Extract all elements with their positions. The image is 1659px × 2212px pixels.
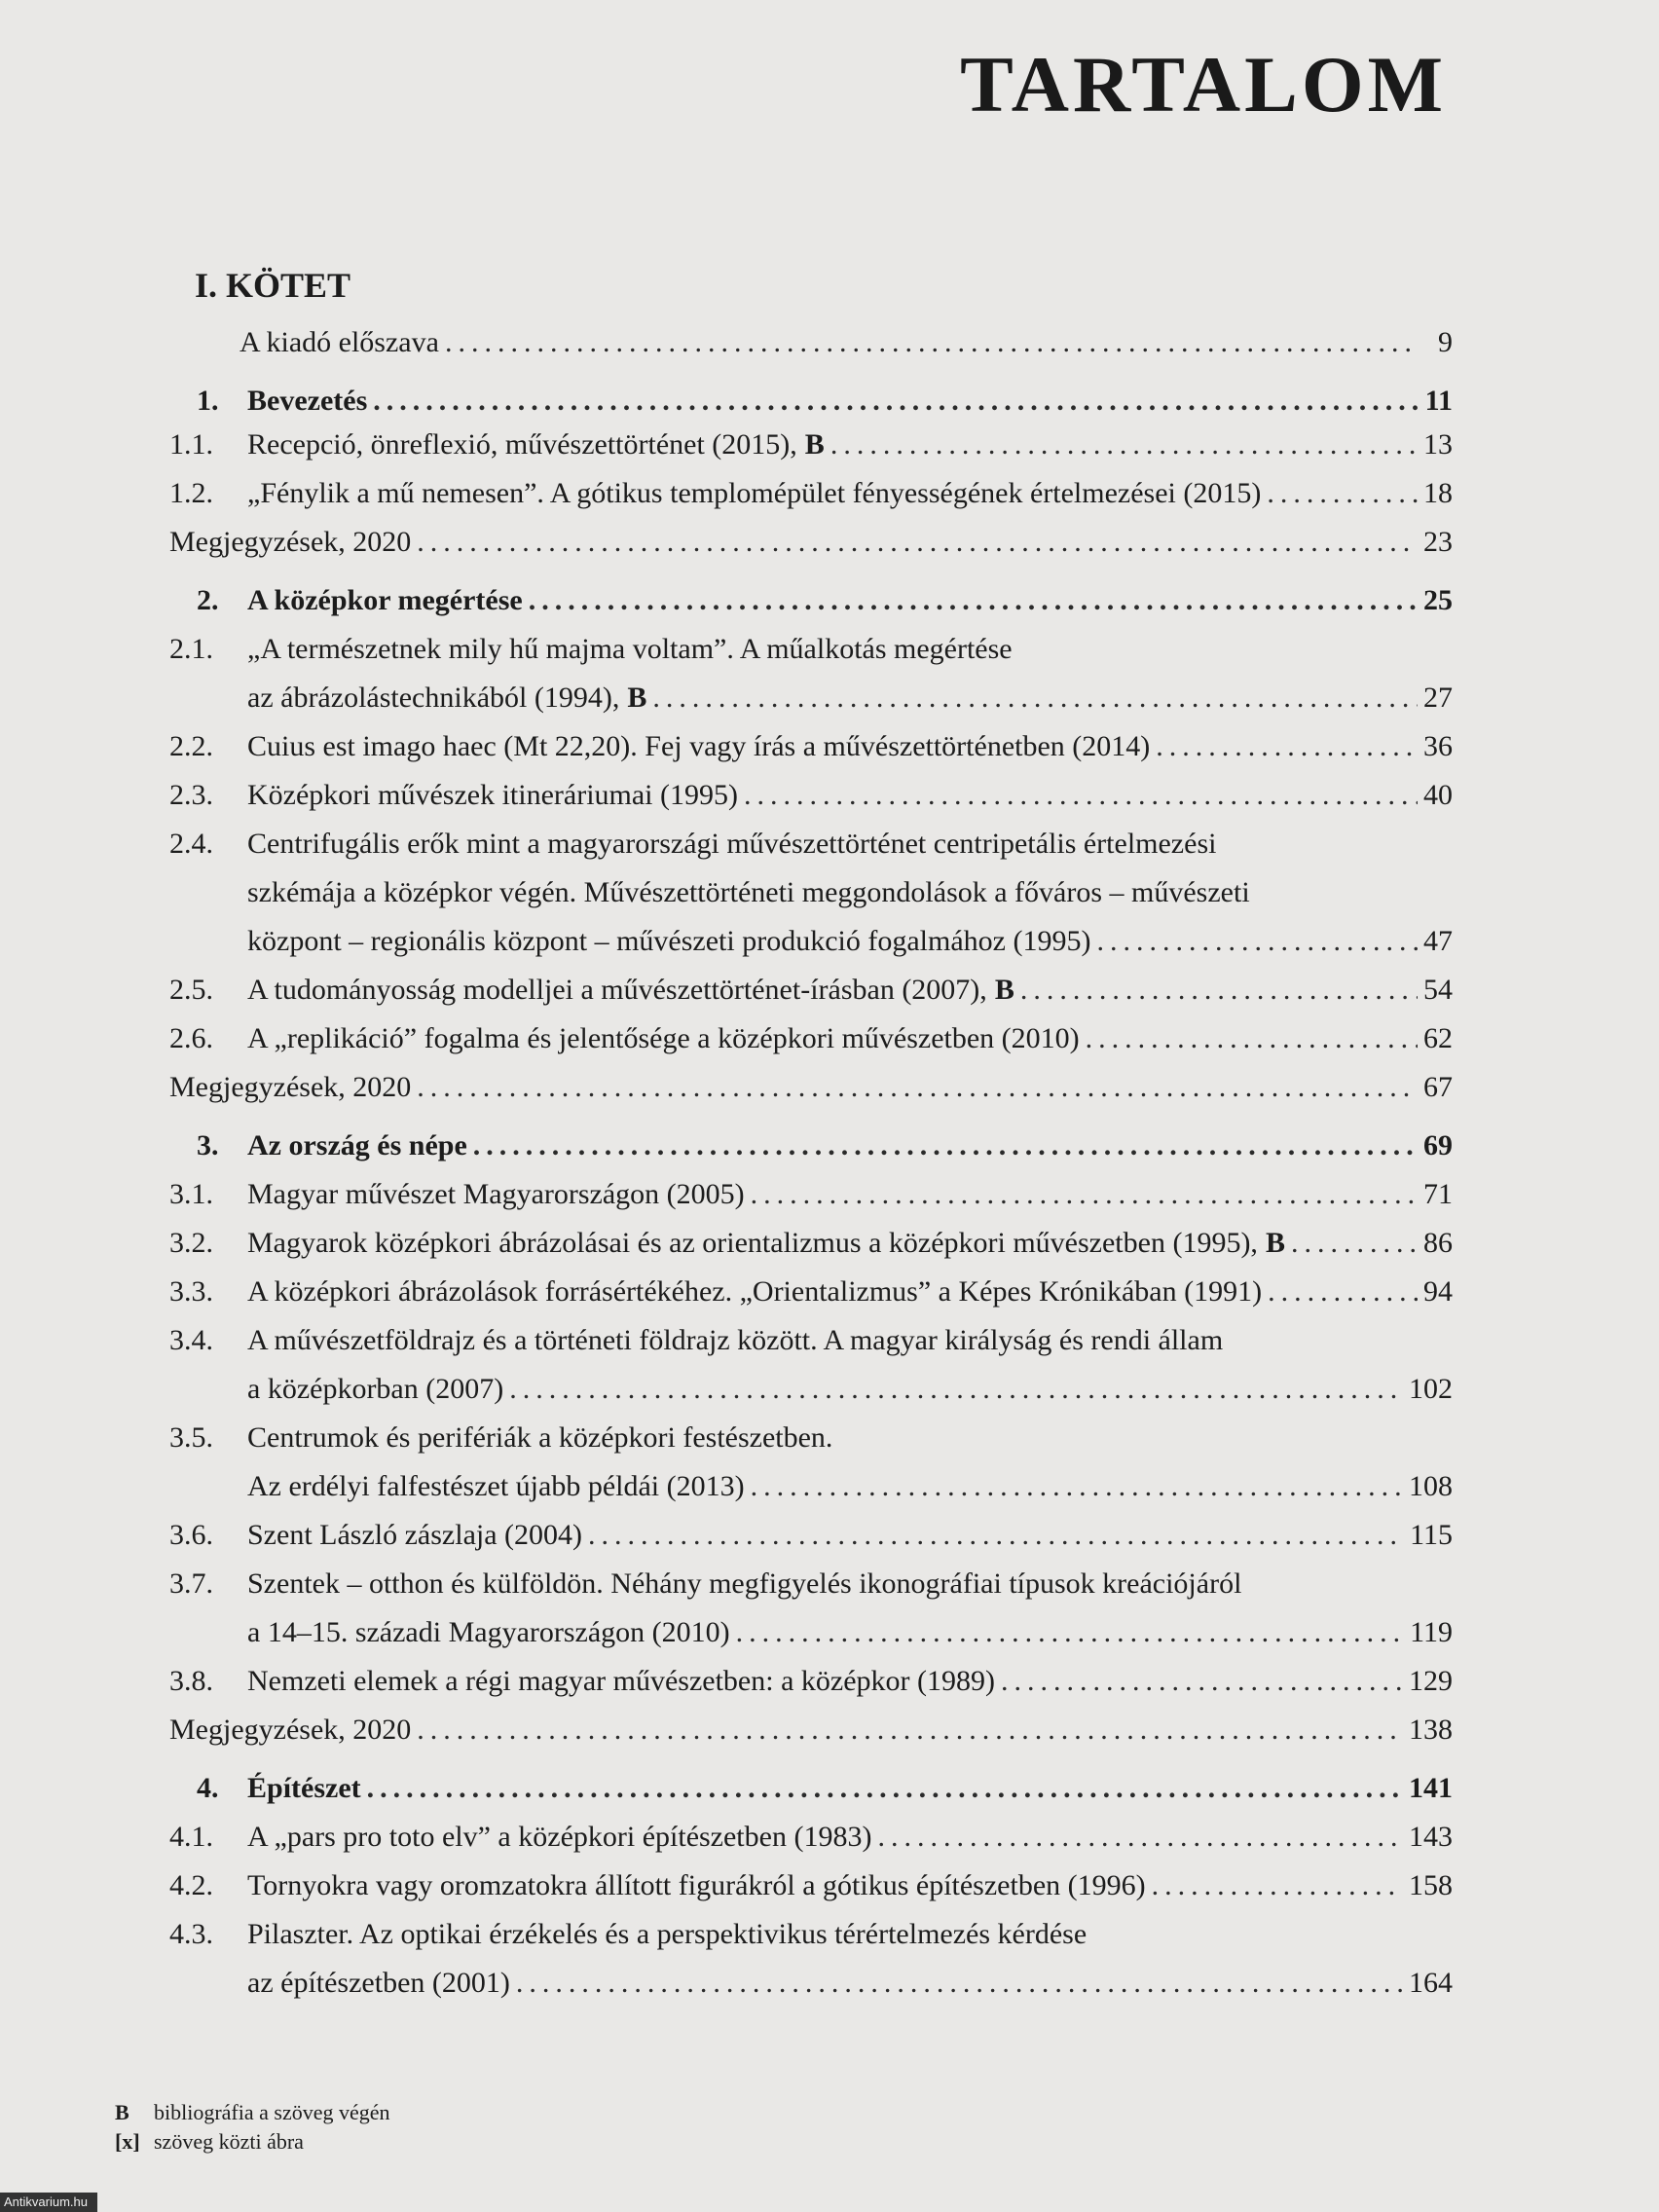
dot-leader [1086,1017,1418,1060]
page-number: 102 [1409,1373,1453,1405]
toc-entry [0,1222,1659,1265]
toc-entry-line [169,1066,1453,1109]
toc-entry-line [247,1465,1453,1508]
toc-entry [0,1066,1659,1109]
toc-number: 2. [197,584,219,616]
toc-entry [0,1709,1659,1751]
toc-entry [0,677,1659,719]
toc-title: központ – regionális központ – művészeti produkció fogalmához (1995) [247,925,1091,957]
toc-entry-line [247,725,1453,768]
toc-title: Szentek – otthon és külföldön. Néhány megfigyelés ikonográfiai típusok kreációjáról [247,1567,1242,1600]
toc-title: az ábrázolástechnikából (1994), [247,682,620,714]
toc-title: „A természetnek mily hű majma voltam”. A műalkotás megértése [247,633,1013,665]
dot-leader [1267,472,1418,515]
toc-entry [0,628,1659,671]
toc-number: 3.5. [169,1421,213,1454]
toc-entry-line [240,321,1453,364]
page-number: 54 [1423,974,1453,1006]
toc-title: Az erdélyi falfestészet újabb példái (2013) [247,1470,745,1502]
page-number: 47 [1423,925,1453,957]
page-number: 36 [1423,730,1453,762]
page-number: 164 [1409,1967,1453,1999]
toc-entry-line [247,1767,1453,1810]
toc-entry-line [247,1368,1453,1411]
toc-number: 3.1. [169,1178,213,1210]
volume-heading: I. KÖTET [195,266,351,305]
dot-leader [473,1124,1418,1167]
dot-leader [652,677,1418,719]
page-number: 40 [1423,779,1453,811]
toc-entry-line [247,871,1453,914]
toc-title: Megjegyzések, 2020 [169,1071,412,1103]
toc-number: 2.6. [169,1022,213,1054]
toc-entry [0,871,1659,914]
toc-entry [0,1417,1659,1459]
toc-entry [0,1514,1659,1557]
toc-title: „Fénylik a mű nemesen”. A gótikus templomépület fényességének értelmezései (2015) [247,477,1262,509]
toc-section [0,380,1659,423]
toc-number: 4. [197,1772,219,1804]
toc-title: Centrifugális erők mint a magyarországi művészettörténet centripetális értelmezési [247,828,1217,860]
toc-entry [0,424,1659,466]
page-number: 86 [1423,1227,1453,1259]
toc-title: A „replikáció” fogalma és jelentősége a középkori művészetben (2010) [247,1022,1080,1054]
page-number: 25 [1423,584,1453,616]
toc-title: a 14–15. századi Magyarországon (2010) [247,1616,730,1648]
page-number: 71 [1423,1178,1453,1210]
page-number: 69 [1423,1129,1453,1161]
bibliography-marker: B [627,682,647,714]
legend-key: [x] [115,2129,140,2154]
toc-number: 1.1. [169,428,213,461]
toc-section [0,1767,1659,1810]
page-number: 94 [1423,1275,1453,1308]
toc-number: 4.1. [169,1821,213,1853]
page-number: 108 [1409,1470,1453,1502]
dot-leader [830,424,1418,466]
dot-leader [1156,725,1418,768]
page-number: 119 [1410,1616,1453,1648]
toc-title: Nemzeti elemek a régi magyar művészetben: a középkor (1989) [247,1665,996,1697]
toc-title: A középkor megértése [247,584,523,616]
toc-number: 2.4. [169,828,213,860]
toc-entry-line [247,1017,1453,1060]
toc-section [0,579,1659,622]
toc-entry-line [247,677,1453,719]
dot-leader [529,579,1418,622]
toc-entry [0,1563,1659,1605]
dot-leader [445,321,1419,364]
page-number: 67 [1423,1071,1453,1103]
toc-title: Cuius est imago haec (Mt 22,20). Fej vagy írás a művészettörténetben (2014) [247,730,1151,762]
toc-title: Megjegyzések, 2020 [169,1714,412,1746]
dot-leader [1291,1222,1418,1265]
toc-title: Középkori művészek itineráriumai (1995) [247,779,738,811]
dot-leader [1001,1660,1403,1703]
toc-number: 3.2. [169,1227,213,1259]
toc-title: Magyarok középkori ábrázolásai és az orientalizmus a középkori művészetben (1995), [247,1227,1258,1259]
legend-text: bibliográfia a szöveg végén [154,2100,390,2124]
page-number: 143 [1409,1821,1453,1853]
page-number: 158 [1409,1869,1453,1901]
toc-number: 2.1. [169,633,213,665]
toc-title: A kiadó előszava [240,326,439,358]
toc-entry-line [247,1660,1453,1703]
toc-number: 1.2. [169,477,213,509]
toc-title: A tudományosság modelljei a művészettörténet-írásban (2007), [247,974,987,1006]
toc-title: Pilaszter. Az optikai érzékelés és a perspektivikus térértelmezés kérdése [247,1918,1088,1950]
toc-entry [0,1962,1659,2005]
toc-entry-line [247,424,1453,466]
toc-entry-line [247,1222,1453,1265]
toc-entry [0,1173,1659,1216]
toc-number: 2.5. [169,974,213,1006]
toc-entry-line [169,521,1453,564]
toc-title: Az ország és népe [247,1129,467,1161]
page-number: 23 [1423,526,1453,558]
toc-title: A művészetföldrajz és a történeti földrajz között. A magyar királyság és rendi állam [247,1324,1224,1356]
toc-entry [0,725,1659,768]
toc-title: Szent László zászlaja (2004) [247,1519,583,1551]
toc-entry-line [247,969,1453,1012]
toc-entry-line [247,380,1453,423]
toc-title: Megjegyzések, 2020 [169,526,412,558]
bibliography-marker: B [804,428,825,461]
toc-entry-line [247,823,1453,866]
toc-number: 3.8. [169,1665,213,1697]
toc-entry [0,521,1659,564]
bibliography-marker: B [994,974,1014,1006]
dot-leader [877,1816,1403,1859]
toc-title: Bevezetés [247,385,368,417]
toc-entry-line [247,1611,1453,1654]
toc-entry-line [247,1319,1453,1362]
toc-entry [0,1611,1659,1654]
dot-leader [509,1368,1403,1411]
toc-entry [0,823,1659,866]
dot-leader [1152,1864,1403,1907]
toc-entry-line [247,628,1453,671]
toc-entry-line [247,1417,1453,1459]
toc-entry-line [247,1962,1453,2005]
bibliography-marker: B [1265,1227,1285,1259]
toc-entry-line [247,774,1453,817]
dot-leader [1268,1271,1418,1313]
dot-leader [367,1767,1403,1810]
toc-title: Építészet [247,1772,361,1804]
toc-entry [0,1465,1659,1508]
page-number: 138 [1409,1714,1453,1746]
toc-number: 3.4. [169,1324,213,1356]
watermark: Antikvarium.hu [0,2193,97,2212]
toc-number: 3.6. [169,1519,213,1551]
toc-entry [0,321,1659,364]
page-number: 129 [1409,1665,1453,1697]
page-number: 115 [1410,1519,1453,1551]
toc-entry-line [247,1514,1453,1557]
dot-leader [588,1514,1404,1557]
toc-entry [0,1816,1659,1859]
toc-number: 1. [197,385,219,417]
toc-number: 4.3. [169,1918,213,1950]
dot-leader [417,521,1418,564]
dot-leader [736,1611,1404,1654]
page-title: TARTALOM [960,40,1447,129]
toc-number: 4.2. [169,1869,213,1901]
toc-number: 3.3. [169,1275,213,1308]
page-number: 141 [1409,1772,1453,1804]
dot-leader [751,1173,1418,1216]
toc-entry [0,1319,1659,1362]
dot-leader [744,774,1418,817]
page-number: 18 [1423,477,1453,509]
toc-title: Magyar művészet Magyarországon (2005) [247,1178,745,1210]
toc-entry [0,1660,1659,1703]
toc-title: A „pars pro toto elv” a középkori építészetben (1983) [247,1821,872,1853]
toc-entry-line [247,1913,1453,1956]
toc-entry-line [247,1173,1453,1216]
toc-entry-line [247,472,1453,515]
legend-item-figure [115,2129,304,2155]
toc-title: az építészetben (2001) [247,1967,510,1999]
toc-entry-line [247,1816,1453,1859]
toc-title: Recepció, önreflexió, művészettörténet (2015), [247,428,797,461]
toc-number: 2.3. [169,779,213,811]
toc-entry-line [247,920,1453,963]
toc-title: A középkori ábrázolások forrásértékéhez. „Orientalizmus” a Képes Krónikában (1991) [247,1275,1263,1308]
toc-number: 3.7. [169,1567,213,1600]
toc-number: 3. [197,1129,219,1161]
toc-entry-line [247,1563,1453,1605]
legend-key: B [115,2100,129,2124]
toc-title: szkémája a középkor végén. Művészettörténeti meggondolások a főváros – művészeti [247,876,1250,908]
toc-entry-line [247,1271,1453,1313]
toc-title: a középkorban (2007) [247,1373,504,1405]
toc-entry [0,1913,1659,1956]
page-number: 13 [1423,428,1453,461]
toc-entry [0,1864,1659,1907]
toc-section [0,1124,1659,1167]
page-number: 11 [1424,385,1453,417]
toc-entry [0,472,1659,515]
toc-entry-line [247,579,1453,622]
dot-leader [417,1709,1403,1751]
dot-leader [373,380,1419,423]
legend-item-bibliography [115,2100,390,2125]
dot-leader [417,1066,1418,1109]
page-number: 62 [1423,1022,1453,1054]
toc-entry [0,1017,1659,1060]
toc-number: 2.2. [169,730,213,762]
toc-entry [0,920,1659,963]
page-number: 27 [1423,682,1453,714]
toc-title: Tornyokra vagy oromzatokra állított figurákról a gótikus építészetben (1996) [247,1869,1146,1901]
toc-entry [0,1368,1659,1411]
legend-text: szöveg közti ábra [154,2129,304,2154]
dot-leader [1096,920,1418,963]
toc-entry-line [247,1864,1453,1907]
toc-entry-line [169,1709,1453,1751]
toc-title: Centrumok és perifériák a középkori festészetben. [247,1421,833,1454]
page-number: 9 [1438,326,1453,358]
dot-leader [751,1465,1403,1508]
toc-entry [0,969,1659,1012]
dot-leader [1020,969,1418,1012]
toc-entry [0,1271,1659,1313]
dot-leader [516,1962,1403,2005]
toc-entry-line [247,1124,1453,1167]
toc-entry [0,774,1659,817]
